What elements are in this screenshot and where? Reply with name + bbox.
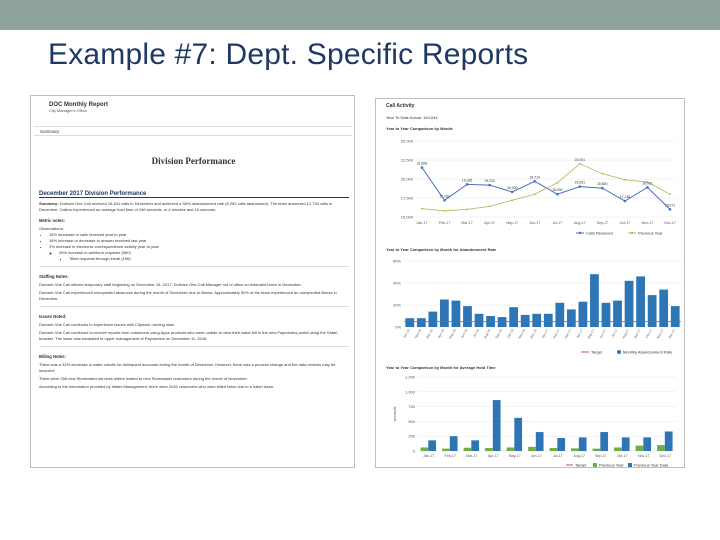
data-point bbox=[579, 185, 582, 188]
y-tick-label: 1,000 bbox=[404, 389, 415, 395]
legend-label: Previous Year bbox=[638, 230, 663, 236]
data-label: 18,800 bbox=[597, 182, 608, 187]
slide-top-bar bbox=[0, 0, 720, 30]
x-tick-label: Apr-16 bbox=[437, 328, 446, 339]
x-tick-label: Jul-17 bbox=[552, 221, 563, 225]
x-tick-label: Jul-16 bbox=[472, 328, 480, 339]
data-point bbox=[624, 200, 627, 203]
staffing-notes-heading: Staffing Notes: bbox=[39, 274, 69, 279]
x-tick-label: Dec-16 bbox=[528, 328, 538, 340]
data-point bbox=[444, 210, 446, 212]
data-point bbox=[466, 183, 469, 186]
billing-text: There were 256 new Stormwater services letters mailed to new Stormwater customers during the month of November. bbox=[39, 376, 248, 381]
dashboard-title: Call Activity bbox=[386, 103, 415, 109]
data-label: 19,232 bbox=[484, 179, 495, 184]
summary-label: Summary: bbox=[39, 201, 59, 206]
data-label: 16,071 bbox=[664, 203, 676, 208]
bar bbox=[544, 314, 553, 327]
slide-title: Example #7: Dept. Specific Reports bbox=[48, 38, 529, 71]
bar bbox=[464, 448, 472, 451]
x-tick-label: Mar-17 bbox=[461, 221, 473, 225]
staffing-text: Durham One Call experienced unexpected absences during the month of December due to illness. Approximately 50% of the team experienced an unexpected illness in December. bbox=[39, 290, 337, 301]
data-point bbox=[669, 208, 672, 211]
data-point bbox=[421, 208, 423, 210]
bar bbox=[613, 301, 622, 327]
list-item: • 15% decrease in calls received year to year bbox=[49, 232, 349, 238]
x-tick-label: Sep-17 bbox=[594, 454, 607, 458]
bar bbox=[509, 307, 518, 327]
bar bbox=[636, 276, 645, 327]
data-label: 19,714 bbox=[529, 175, 540, 180]
x-tick-label: Apr-17 bbox=[575, 328, 584, 339]
y-tick-label: 0 bbox=[412, 448, 415, 454]
document-subtitle: City Manager's Office bbox=[49, 108, 88, 113]
bar bbox=[643, 437, 651, 451]
legend-label: Target bbox=[575, 462, 587, 468]
bar bbox=[428, 312, 437, 327]
legend-label: Target bbox=[591, 349, 603, 355]
division-performance-heading: Division Performance bbox=[151, 156, 236, 166]
bar bbox=[514, 418, 522, 451]
legend-marker bbox=[579, 232, 581, 234]
data-point bbox=[624, 179, 626, 181]
x-tick-label: Mar-16 bbox=[425, 328, 434, 340]
legend-marker bbox=[617, 350, 621, 354]
dashboard-charts bbox=[376, 99, 685, 468]
summary-text: Durham One Call received 16,841 calls in December and achieved a 38% abandonment rate (6,292 calls abandoned). The team answered 12,739 calls in December. Callers experienced an average hold time of 246 seconds, or 4 minutes and 15 seconds. bbox=[39, 201, 333, 212]
legend-marker bbox=[631, 232, 633, 234]
data-point bbox=[579, 163, 581, 165]
bar bbox=[590, 274, 599, 327]
bar bbox=[528, 447, 536, 451]
document-header bbox=[49, 102, 108, 113]
y-tick-label: 1,250 bbox=[404, 374, 415, 380]
data-point bbox=[488, 184, 491, 187]
data-point bbox=[556, 193, 559, 196]
y-tick-label: 60% bbox=[392, 258, 401, 264]
bar bbox=[602, 303, 611, 327]
data-point bbox=[646, 186, 649, 189]
summary-tab[interactable]: Summary bbox=[34, 126, 352, 136]
x-tick-label: Aug-17 bbox=[621, 328, 630, 340]
x-tick-label: Nov-17 bbox=[655, 328, 665, 340]
legend-marker bbox=[593, 463, 597, 467]
bar bbox=[417, 318, 426, 327]
billing-text: There was a 32% decrease in water cutoffs for delinquent accounts during the month of December. However, there was a process change and the data reviews may be incorrect. bbox=[39, 362, 336, 373]
x-tick-label: Sep-17 bbox=[632, 328, 642, 340]
y-tick-label: 0% bbox=[395, 324, 401, 330]
bar bbox=[567, 309, 576, 327]
call-activity-dashboard bbox=[375, 98, 685, 468]
bar bbox=[485, 448, 493, 451]
bar bbox=[428, 440, 436, 451]
bar bbox=[507, 447, 515, 451]
list-item: • 16% increase or decrease to answer received last year bbox=[49, 238, 349, 244]
data-point bbox=[601, 187, 604, 190]
x-tick-label: Dec-17 bbox=[659, 454, 672, 458]
y-tick-label: 15,000 bbox=[400, 214, 413, 220]
x-tick-label: Jul-17 bbox=[552, 454, 563, 458]
x-tick-label: Feb-17 bbox=[444, 454, 456, 458]
bar bbox=[600, 432, 608, 451]
x-tick-label: Jan-16 bbox=[402, 328, 411, 339]
bar bbox=[648, 295, 657, 327]
data-point bbox=[534, 193, 536, 195]
bar bbox=[579, 302, 588, 327]
bar bbox=[452, 301, 461, 327]
x-tick-label: Oct-17 bbox=[644, 328, 654, 339]
data-label: 18,300 bbox=[506, 185, 518, 190]
x-tick-label: May-17 bbox=[586, 328, 596, 340]
x-tick-label: Mar-17 bbox=[563, 328, 573, 340]
x-tick-label: Oct-17 bbox=[619, 221, 631, 225]
x-tick-label: Mar-17 bbox=[466, 454, 478, 458]
x-tick-label: Aug-17 bbox=[573, 454, 586, 458]
x-tick-label: Jun-17 bbox=[530, 454, 542, 458]
billing-text: According to the information provided by Water Management, there were 2040 customers who were billed twice due to a batch issue. bbox=[39, 384, 275, 389]
y-tick-label: 500 bbox=[408, 418, 415, 424]
y-tick-label: 20,000 bbox=[400, 176, 413, 182]
bar bbox=[555, 303, 564, 327]
billing-notes-heading: Billing Notes: bbox=[39, 354, 66, 359]
bar bbox=[493, 400, 501, 451]
legend-label: Calls Received bbox=[586, 230, 613, 236]
comparison-label: Year to Year Comparison by Month: bbox=[386, 126, 454, 131]
legend-label: Previous Year bbox=[599, 462, 624, 468]
x-tick-label: May-16 bbox=[448, 328, 457, 340]
data-label: 21,608 bbox=[416, 161, 428, 166]
staffing-text: Durham One Call utilized temporary staff beginning on December 18, 2017. Durham One Call Manager out of office on extended leave in December. bbox=[39, 282, 302, 287]
x-tick-label: Oct-17 bbox=[616, 454, 628, 458]
y-axis-label: seconds bbox=[392, 406, 397, 422]
chart-label: Year to Year Comparison by Month for Abandonment Rate bbox=[386, 247, 497, 252]
x-tick-label: Feb-17 bbox=[552, 328, 561, 340]
x-tick-label: Dec-17 bbox=[664, 221, 676, 225]
data-point bbox=[466, 209, 468, 211]
bar bbox=[557, 438, 565, 451]
y-tick-label: 750 bbox=[408, 404, 415, 410]
section-title: December 2017 Division Performance bbox=[39, 191, 349, 198]
x-tick-label: Jun-17 bbox=[598, 328, 607, 339]
x-tick-label: Nov-17 bbox=[641, 221, 654, 225]
bar bbox=[471, 440, 479, 451]
legend-label: Previous Year Data bbox=[634, 462, 669, 468]
bar bbox=[571, 448, 579, 451]
x-tick-label: Jun-17 bbox=[529, 221, 541, 225]
bar bbox=[450, 436, 458, 451]
x-tick-label: Jul-17 bbox=[610, 328, 619, 339]
x-tick-label: Jan-17 bbox=[540, 328, 550, 339]
bar bbox=[421, 447, 429, 451]
y-tick-label: 40% bbox=[392, 280, 401, 286]
monthly-report-document bbox=[30, 95, 355, 468]
bar bbox=[498, 317, 507, 327]
data-label: 18,931 bbox=[642, 181, 653, 186]
x-tick-label: Aug-17 bbox=[574, 221, 586, 225]
observations-label: Observations: bbox=[39, 226, 64, 231]
observations-list bbox=[49, 232, 349, 262]
x-tick-label: Dec-17 bbox=[667, 328, 677, 340]
bar bbox=[532, 314, 541, 327]
list-item: ▪ Tilled requests through email (156) bbox=[69, 256, 349, 262]
bar bbox=[665, 431, 673, 451]
data-point bbox=[443, 199, 446, 202]
data-point bbox=[533, 180, 536, 183]
bar bbox=[636, 446, 644, 451]
y-tick-label: 250 bbox=[408, 433, 415, 439]
y-tick-label: 17,500 bbox=[400, 195, 413, 201]
bar bbox=[579, 437, 587, 451]
bar bbox=[536, 432, 544, 451]
data-label: 17,136 bbox=[619, 195, 631, 200]
data-point bbox=[511, 199, 513, 201]
data-label: 17,183 bbox=[439, 194, 450, 199]
bar bbox=[550, 448, 558, 451]
issues-text: Durham One Call continued to receive reports from customers using Apps products who were unable to view their water bill in the new Paymentus portal using the Safari browser. The issue was escalated to upper management of Paymentus on December 11, 2018. bbox=[39, 330, 338, 341]
y-tick-label: 25,000 bbox=[400, 138, 413, 144]
data-label: 19,051 bbox=[574, 180, 586, 185]
data-point bbox=[556, 182, 558, 184]
x-tick-label: Sep-17 bbox=[596, 221, 609, 225]
bar bbox=[671, 306, 680, 327]
data-label: 19,335 bbox=[461, 178, 473, 183]
data-point bbox=[601, 173, 603, 175]
ytd-actual: Year To Date Actual: 164,044 bbox=[386, 115, 438, 120]
x-tick-label: Aug-16 bbox=[482, 328, 492, 340]
bar bbox=[625, 281, 634, 327]
document-title: DOC Monthly Report bbox=[49, 102, 108, 108]
bar bbox=[622, 437, 630, 451]
bar bbox=[440, 300, 449, 328]
data-point bbox=[669, 193, 671, 195]
x-tick-label: Feb-17 bbox=[438, 221, 451, 225]
x-tick-label: Jan-17 bbox=[423, 454, 435, 458]
data-label: 22,051 bbox=[574, 157, 586, 162]
bar bbox=[463, 306, 472, 327]
x-tick-label: Feb-16 bbox=[413, 328, 423, 340]
x-tick-label: Nov-16 bbox=[517, 328, 527, 340]
legend-marker bbox=[628, 463, 632, 467]
x-tick-label: Oct-16 bbox=[506, 328, 515, 339]
bar bbox=[657, 445, 665, 451]
chart-label: Year to Year Comparison by Month for Average Hold Time bbox=[386, 365, 496, 370]
x-tick-label: Jun-16 bbox=[460, 328, 469, 339]
summary-paragraph bbox=[39, 201, 349, 213]
bar bbox=[442, 449, 450, 451]
x-tick-label: Sep-16 bbox=[494, 328, 503, 340]
metric-notes-heading: Metric notes: bbox=[39, 218, 66, 223]
bar bbox=[614, 447, 622, 451]
x-tick-label: Jan-17 bbox=[416, 221, 428, 225]
y-tick-label: 22,500 bbox=[400, 157, 413, 163]
x-tick-label: May-17 bbox=[508, 454, 521, 458]
list-item: • 3% increase in electronic correspondence activity year to year bbox=[49, 244, 349, 250]
issues-noted-heading: Issues Noted: bbox=[39, 314, 67, 319]
x-tick-label: Apr-17 bbox=[484, 221, 496, 225]
x-tick-label: Nov-17 bbox=[637, 454, 650, 458]
bar bbox=[475, 314, 484, 327]
data-point bbox=[421, 166, 424, 169]
data-label: 18,000 bbox=[552, 188, 563, 193]
chart-label bbox=[386, 138, 388, 139]
data-point bbox=[489, 205, 491, 207]
list-item: ◦ 26% increase in webform requests (960) bbox=[59, 250, 349, 256]
bar bbox=[521, 315, 530, 327]
y-tick-label: 20% bbox=[392, 302, 401, 308]
x-tick-label: Apr-17 bbox=[487, 454, 499, 458]
legend-label: Monthly Abandonment Rate bbox=[623, 349, 673, 355]
issues-text: Durham One Call continues to experience issues with Citywork running slow. bbox=[39, 322, 175, 327]
data-point bbox=[511, 191, 514, 194]
x-tick-label: May-17 bbox=[506, 221, 519, 225]
bar bbox=[593, 449, 601, 451]
bar bbox=[405, 318, 414, 327]
document-body bbox=[39, 191, 349, 390]
